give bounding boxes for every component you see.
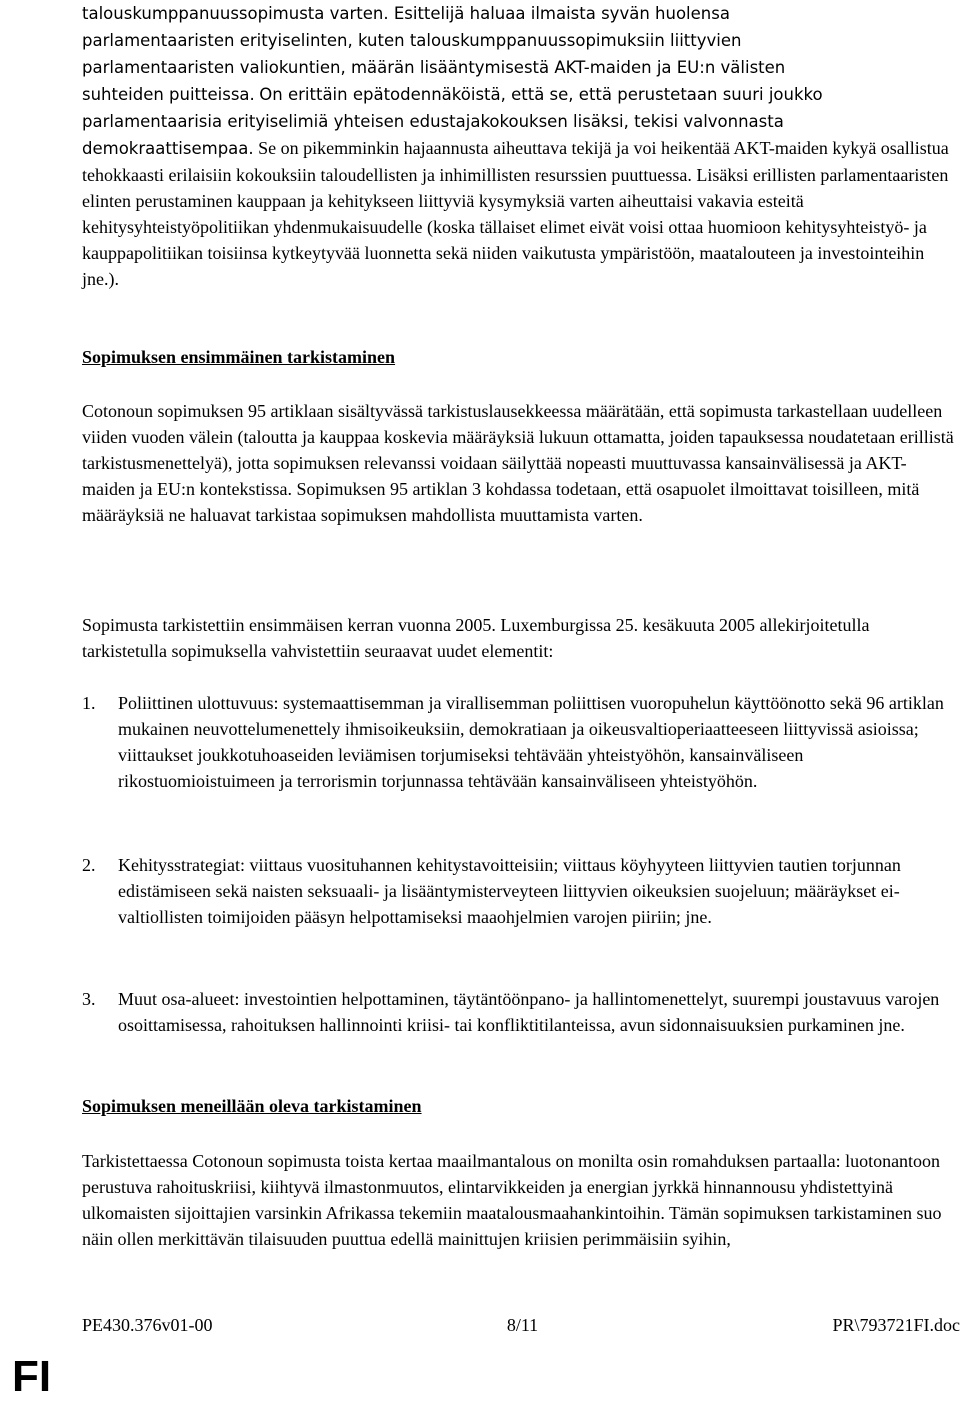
page-footer [82,1312,960,1338]
new-elements-list [82,986,956,1038]
list-item-number: 1. [82,693,96,713]
list-item [82,690,956,794]
document-filename: PR\793721FI.doc [832,1315,960,1335]
section1-paragraph-1: Cotonoun sopimuksen 95 artiklaan sisältyvässä tarkistuslausekkeessa määrätään, että sopimusta tarkastellaan uudelleen viiden vuoden välein (taloutta ja kauppaa koskevia määräyksiä lukuun ottamatta, joiden tapauksessa noudatetaan erillistä tarkistusmenettelyä), jotta sopimuksen relevanssi voidaan säilyttää nopeasti muuttuvassa kansainvälisessä ja AKT-maiden ja EU:n kontekstissa. Sopimuksen 95 artiklan 3 kohdassa todetaan, että osapuolet ilmoittavat toisilleen, mitä määräyksiä ne haluavat tarkistaa sopimuksen mahdollista muuttamista varten. [82,401,954,525]
intro-line-4: suhteiden puitteissa. [82,85,255,104]
section2-paragraph-1: Tarkistettaessa Cotonoun sopimusta toista kertaa maailmantalous on monilta osin romahduksen partaalla: luotonantoon perustuva rahoituskriisi, kiihtyvä ilmastonmuutos, elintarvikkeiden ja energian jyrkkä hinnannousu yhdistettyinä ulkomaisten sijoittajien varsinkin Afrikassa tekemiin maatalousmaahankintoihin. Tämän sopimuksen tarkistaminen suo näin ollen merkittävän tilaisuuden puuttua edellä mainittujen kriisien perimmäisiin syihin, [82,1151,942,1249]
section-heading-first-revision: Sopimuksen ensimmäinen tarkistaminen [82,347,396,367]
list-item-text: Muut osa-alueet: investointien helpottaminen, täytäntöönpano- ja hallintomenettelyt, suurempi joustavuus varojen osoittamisessa, rahoituksen hallinnointi kriisi- tai konfliktitilanteissa, avun sidonnaisuuksien purkaminen jne. [118,989,940,1035]
document-reference: PE430.376v01-00 [82,1315,213,1335]
section-heading-ongoing-revision: Sopimuksen meneillään oleva tarkistaminen [82,1096,422,1116]
intro-sentence-3: Se on pikemminkin hajaannusta aiheuttava tekijä ja voi heikentää AKT-maiden kykyä osallistua tehokkaasti erilaisiin kokouksiin taloudellisten ja inhimillisten resurssien puuttuessa. [82,138,949,185]
intro-line-1: talouskumppanuussopimusta varten. Esittelijä haluaa ilmaista syvän huolensa [82,4,730,23]
intro-sentence-2: On erittäin epätodennäköistä, että se, että perustetaan suuri joukko parlamentaarisia erityiselimiä yhteisen edustajakokouksen lisäksi, tekisi valvonnasta demokraattisempaa. [82,85,823,158]
section1-paragraph-2: Sopimusta tarkistettiin ensimmäisen kerran vuonna 2005. Luxemburgissa 25. kesäkuuta 2005 allekirjoitetulla tarkistetulla sopimuksella vahvistettiin seuraavat uudet elementit: [82,615,870,661]
list-item [82,986,956,1038]
intro-paragraph [82,0,956,292]
new-elements-list [82,690,956,794]
list-item-text: Poliittinen ulottuvuus: systemaattisemman ja virallisemman poliittisen vuoropuhelun käyttöönotto sekä 96 artiklan mukainen neuvottelumenettely ihmisoikeuksiin, demokratiaan ja oikeusvaltioperiaatteeseen liittyvissä asioissa; viittaukset joukkotuhoaseiden leviämisen torjumiseksi tehtävään yhteistyöhön, kansainväliseen rikostuomioistuimeen ja terrorismin torjunnassa tehtävään kansainväliseen yhteistyöhön. [118,693,944,791]
language-code: FI [12,1352,52,1401]
intro-sentence-4: Lisäksi erillisten parlamentaaristen elinten perustaminen kauppaan ja kehitykseen liittyviä kysymyksiä varten aiheuttaisi vakavia esteitä kehitysyhteistyöpolitiikan yhdenmukaisuudelle (koska tällaiset elimet eivät voisi ottaa huomioon kehitysyhteistyö- ja kauppapolitiikan toisiinsa kytkeytyvää luonnetta sekä niiden vaikutusta ympäristöön, maatalouteen ja investointeihin jne.). [82,165,949,289]
list-item-number: 2. [82,855,96,875]
intro-line-2: parlamentaaristen erityiselinten, kuten talouskumppanuussopimuksiin liittyvien [82,31,742,50]
new-elements-list [82,852,956,930]
list-item-number: 3. [82,989,96,1009]
list-item [82,852,956,930]
list-item-text: Kehitysstrategiat: viittaus vuosituhannen kehitystavoitteisiin; viittaus köyhyyteen liittyvien tautien torjunnan edistämiseen sekä naisten seksuaali- ja lisääntymisterveyteen liittyvien oikeuksien suojeluun; määräykset ei-valtiollisten toimijoiden pääsyn helpottamiseksi maaohjelmien varojen piiriin; jne. [118,855,901,927]
page-number: 8/11 [506,1315,539,1335]
intro-line-3: parlamentaaristen valiokuntien, määrän lisääntymisestä AKT-maiden ja EU:n välisten [82,58,786,77]
